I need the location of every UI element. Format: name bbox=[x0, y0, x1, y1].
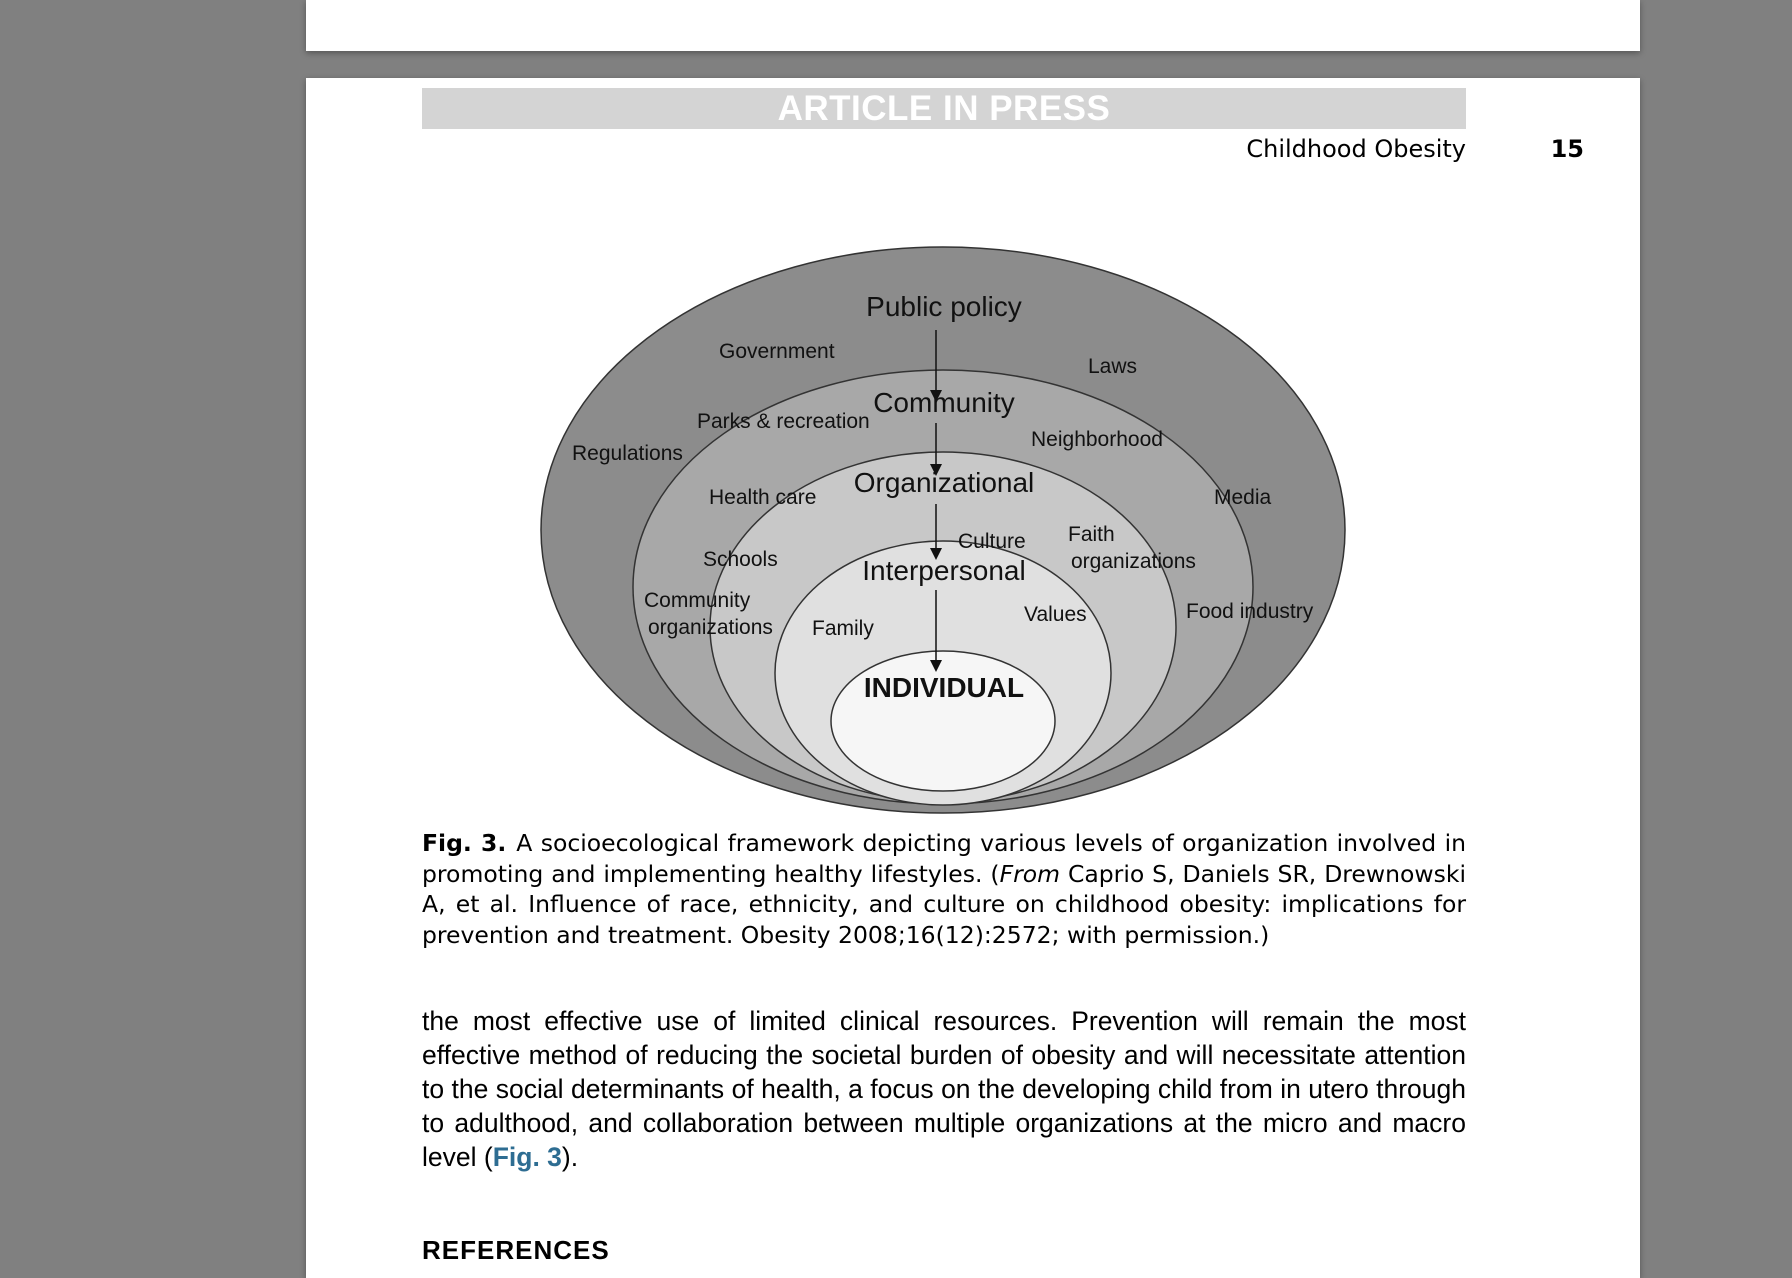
label-community-org: Community bbox=[644, 589, 751, 612]
label-government: Government bbox=[719, 340, 835, 363]
label-parks-recreation: Parks & recreation bbox=[697, 410, 870, 433]
level-community: Community bbox=[873, 387, 1015, 418]
references-heading: REFERENCES bbox=[422, 1235, 610, 1265]
page-number: 15 bbox=[1550, 135, 1584, 163]
label-culture: Culture bbox=[958, 530, 1026, 553]
label-values: Values bbox=[1024, 603, 1087, 626]
level-public-policy: Public policy bbox=[866, 291, 1022, 322]
label-faith: Faith bbox=[1068, 523, 1115, 546]
label-family: Family bbox=[812, 617, 874, 640]
fig-3-link[interactable]: Fig. 3 bbox=[492, 1142, 562, 1172]
label-community-organizations: organizations bbox=[648, 616, 773, 639]
figure-label: Fig. 3. bbox=[422, 829, 507, 857]
label-food-industry: Food industry bbox=[1186, 600, 1314, 623]
body-text-before: the most effective use of limited clinical resources. Prevention will remain the most effective method of reducing the societal burden of obesity and will necessitate attention to the social determinants of health, a focus on the developing child from in utero through to adulthood, and collaboration between multiple organizations at the micro and macro level ( bbox=[422, 1006, 1466, 1172]
socioecological-diagram bbox=[306, 78, 1640, 848]
running-head: Childhood Obesity bbox=[1246, 135, 1466, 163]
level-individual: INDIVIDUAL bbox=[863, 672, 1025, 703]
label-health-care: Health care bbox=[709, 486, 817, 509]
label-schools: Schools bbox=[703, 548, 778, 571]
label-media: Media bbox=[1214, 486, 1272, 509]
caption-text-after: Caprio S, Daniels SR, Drewnowski A, et al. Influence of race, ethnicity, and culture on childhood obesity: implications for prevention and treatment. Obesity 2008;16(12):2572; with permission.) bbox=[422, 859, 1466, 949]
label-faith-organizations: organizations bbox=[1071, 550, 1196, 573]
article-in-press-banner: ARTICLE IN PRESS bbox=[422, 88, 1466, 129]
caption-text-before: A socioecological framework depicting various levels of organization involved in promoting and implementing healthy lifestyles. ( bbox=[422, 829, 1466, 888]
label-neighborhood: Neighborhood bbox=[1031, 428, 1163, 451]
caption-from-italic: From bbox=[999, 859, 1061, 888]
label-regulations: Regulations bbox=[572, 442, 683, 465]
level-interpersonal: Interpersonal bbox=[862, 555, 1026, 586]
label-laws: Laws bbox=[1088, 355, 1138, 378]
body-paragraph bbox=[422, 1004, 1466, 1174]
previous-page bbox=[306, 0, 1640, 51]
figure-caption bbox=[422, 828, 1466, 950]
level-organizational: Organizational bbox=[853, 467, 1035, 498]
document-page bbox=[306, 78, 1640, 1278]
body-text-after: ). bbox=[561, 1142, 579, 1172]
